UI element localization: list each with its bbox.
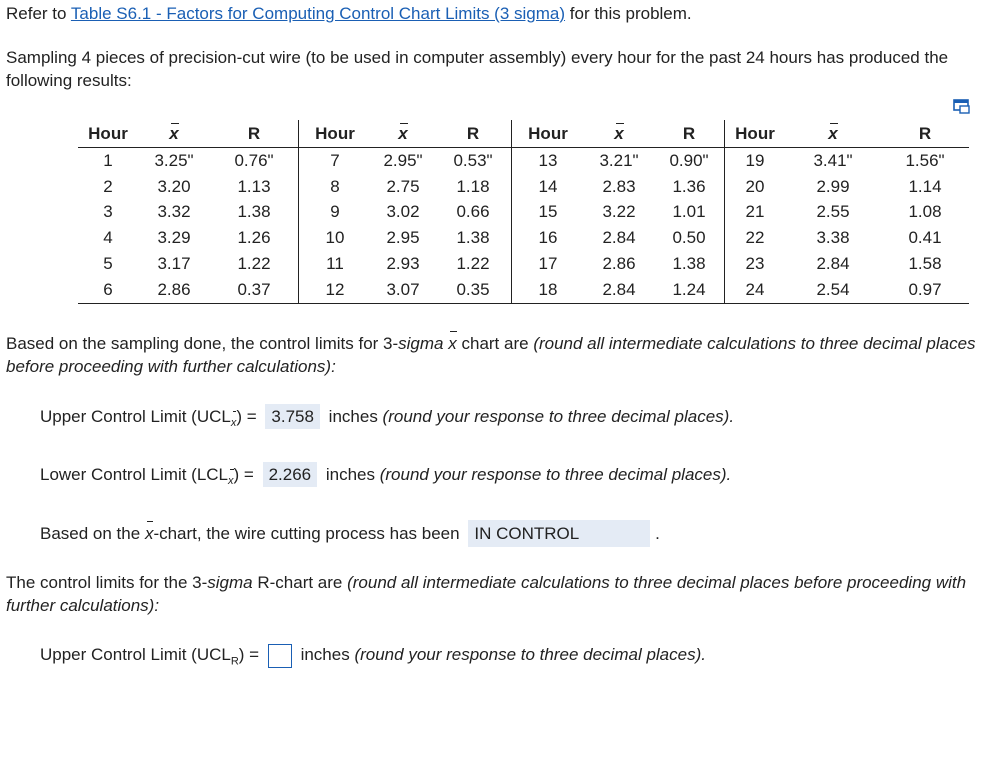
problem-intro: Sampling 4 pieces of precision-cut wire (to be used in computer assembly) every hour for the past 24 hours has produced the following results: (6, 48, 949, 90)
col-hour: Hour (512, 120, 585, 148)
table-s6-1-link[interactable]: Table S6.1 - Factors for Computing Control Chart Limits (3 sigma) (70, 4, 566, 23)
table-header-row (78, 120, 969, 148)
lcl-x-answer[interactable]: 2.266 (263, 462, 318, 487)
col-x: x (584, 120, 654, 148)
col-hour: Hour (299, 120, 372, 148)
x-bar-symbol: x (448, 334, 457, 353)
table-row: 3 3.32 1.38 9 3.02 0.66 15 3.22 1.01 21 2.55 1.08 (78, 200, 969, 226)
col-hour: Hour (725, 120, 786, 148)
popout-window-icon[interactable] (953, 97, 970, 114)
table-row: 5 3.17 1.22 11 2.93 1.22 17 2.86 1.38 23 2.84 1.58 (78, 251, 969, 277)
lcl-x-line: Lower Control Limit $(LCL_x) = 2.266$ inches (round your response to three decimal places). (40, 462, 731, 493)
col-x: x (371, 120, 435, 148)
process-status-line: Based on the x-chart, the wire cutting process has been IN CONTROL . (40, 520, 660, 547)
table-row: 6 2.86 0.37 12 3.07 0.35 18 2.84 1.24 24 2.54 0.97 (78, 277, 969, 303)
col-x: x (785, 120, 881, 148)
col-r: R (435, 120, 512, 148)
ref-prefix: Refer to (6, 4, 67, 23)
col-r: R (210, 120, 299, 148)
table-row: 4 3.29 1.26 10 2.95 1.38 16 2.84 0.50 22 3.38 0.41 (78, 225, 969, 251)
col-x: x (138, 120, 210, 148)
col-r: R (654, 120, 725, 148)
col-hour: Hour (78, 120, 138, 148)
ucl-x-line: Upper Control Limit $(UCL_x) = 3.758$ inches (round your response to three decimal places). (40, 404, 734, 435)
table-row: 1 3.25" 0.76" 7 2.95" 0.53" 13 3.21" 0.90" 19 3.41" 1.56" (78, 148, 969, 174)
round-instruction: (round all intermediate calculations to three decimal places before proceeding with further calculations): (6, 334, 976, 376)
xbar-question: Based on the sampling done, the control limits for 3-sigma x chart are (round all intermediate calculations to three decimal places before proceeding with further calculations): (6, 334, 976, 376)
ucl-x-answer[interactable]: 3.758 (265, 404, 320, 429)
sample-data-table (78, 120, 969, 304)
process-status-dropdown[interactable]: IN CONTROL (468, 520, 650, 547)
ref-suffix: for this problem. (569, 4, 692, 23)
ucl-r-input[interactable] (268, 644, 292, 668)
r-chart-question: The control limits for the 3-sigma R-chart are (round all intermediate calculations to three decimal places before proceeding with further calculations): (6, 573, 967, 615)
reference-line (6, 4, 692, 24)
col-r: R (881, 120, 969, 148)
table-row: 2 3.20 1.13 8 2.75 1.18 14 2.83 1.36 20 2.99 1.14 (78, 174, 969, 200)
ucl-r-line: Upper Control Limit $(UCL_R)$ = inches (round your response to three decimal places). (40, 645, 706, 668)
